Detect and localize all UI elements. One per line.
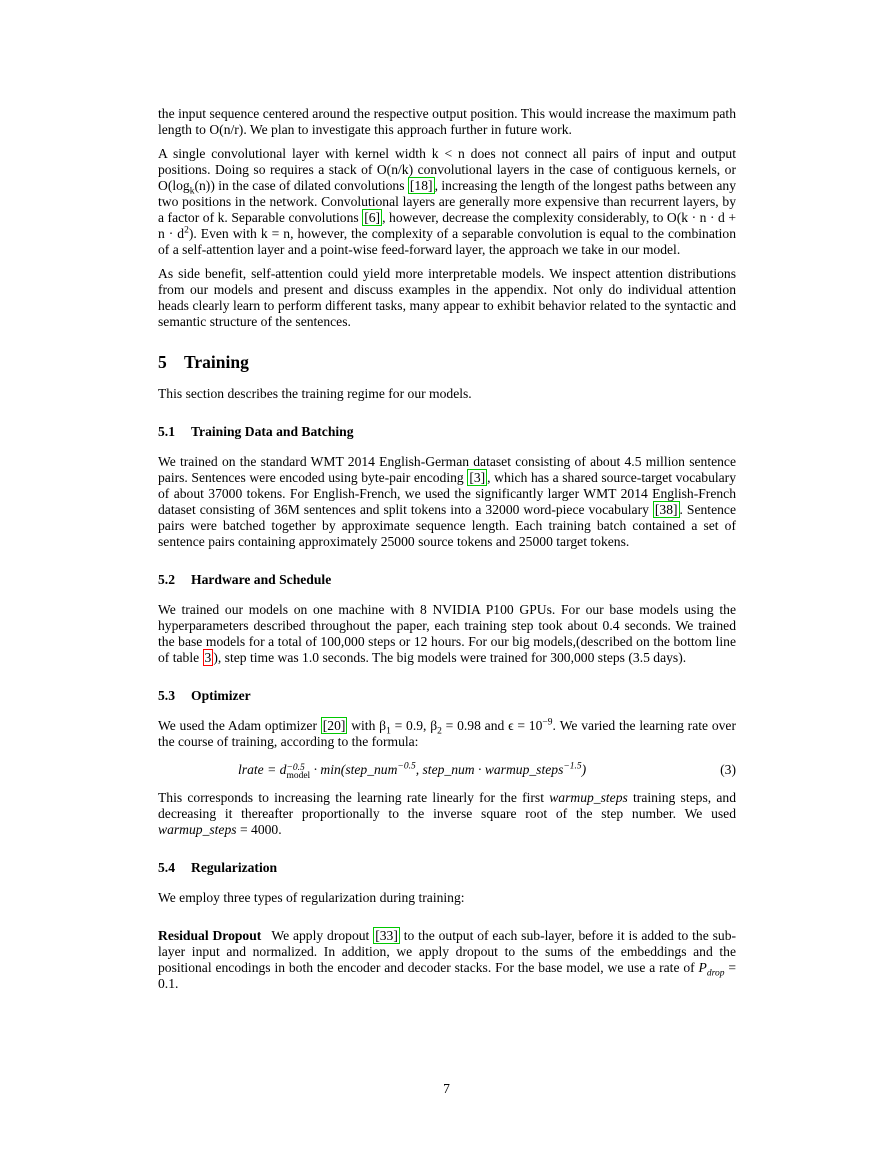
section-5-heading: 5 Training — [158, 352, 249, 372]
page-number: 7 — [443, 1081, 450, 1096]
citation-18[interactable]: [18] — [409, 178, 433, 193]
citation-6[interactable]: [6] — [364, 210, 381, 225]
paragraph-optimizer: We used the Adam optimizer [20] with $\beta_1 = 0.9$, $\beta_2 = 0.98$ and $\epsilon = 10^{-9}$. We varied the learning rate over the course of training, according to the formula: — [158, 717, 736, 749]
section-5-1-heading: 5.1 Training Data and Batching — [158, 424, 354, 439]
paragraph-residual-dropout: Residual Dropout We apply dropout [33] to the output of each sub-layer, before it is added to the sub-layer input and normalized. In addition, we apply dropout to the sums of the embeddings and the positional encodings in both the encoder and decoder stacks. For the base model, we use a rate of $P_{drop} = 0.1$. — [158, 928, 737, 991]
paragraph-warmup: This corresponds to increasing the learning rate linearly for the first warmup_steps training steps, and decreasing it thereafter proportionally to the inverse square root of the step number. We used warmup_steps = 4000. — [158, 790, 736, 837]
citation-3[interactable]: [3] — [469, 470, 486, 485]
table-3-reference[interactable]: 3 — [204, 650, 212, 665]
paragraph-intro-end: the input sequence centered around the respective output position. This would increase the maximum path length to O(n/r). We plan to investigate this approach further in future work. — [158, 106, 736, 137]
equation-number: (3) — [720, 762, 736, 777]
equation-learning-rate — [158, 758, 736, 782]
paragraph-training-data: We trained on the standard WMT 2014 English-German dataset consisting of about 4.5 million sentence pairs. Sentences were encoded using byte-pair encoding [3] , which has a shared source-target vocabulary of about 37000 tokens. For English-French, we used the significantly larger WMT 2014 English-French dataset consisting of 36M sentences and split tokens into a 32000 word-piece vocabulary [38] . Sentence pairs were batched together by approximate sequence length. Each training batch contained a set of sentence pairs containing approximately 25000 source tokens and 25000 target tokens. — [158, 454, 737, 549]
paper-page — [158, 106, 736, 992]
equation-body: lrate = d −0.5 model · min(step_num$^{-0.5}$, step_num · warmup_steps$^{-1.5}$) — [238, 761, 587, 781]
paragraph-convolution: A single convolutional layer with kernel width k < n does not connect all pairs of input and output positions. Doing so requires a stack of O(n/k) convolutional layers in the case of contiguous kernels, or $O(\log_k(n))$ in the case of dilated convolutions [18] , increasing the length of the longest paths between any two positions in the network. Convolutional layers are generally more expensive than recurrent layers, by a factor of k. Separable convolutions [6] , however, decrease the complexity considerably, to $O(k \cdot n \cdot d + n \cdot d^2)$. Even with k = n, however, the complexity of a separable convolution is equal to the combination of a self-attention layer and a point-wise feed-forward layer, the approach we take in our model. — [158, 146, 737, 257]
citation-33[interactable]: [33] — [375, 928, 398, 943]
section-5-2-heading: 5.2 Hardware and Schedule — [158, 572, 332, 587]
paragraph-regularization-intro: We employ three types of regularization during training: — [158, 890, 465, 905]
citation-20[interactable]: [20] — [322, 718, 346, 733]
citation-38[interactable]: [38] — [654, 502, 678, 517]
section-5-intro: This section describes the training regime for our models. — [158, 386, 472, 401]
section-5-4-heading: 5.4 Regularization — [158, 860, 278, 875]
paragraph-side-benefit: As side benefit, self-attention could yield more interpretable models. We inspect attention distributions from our models and present and discuss examples in the appendix. Not only do individual attention heads clearly learn to perform different tasks, many appear to exhibit behavior related to the syntactic and semantic structure of the sentences. — [158, 266, 736, 329]
paragraph-hardware: We trained our models on one machine with 8 NVIDIA P100 GPUs. For our base models using the hyperparameters described throughout the paper, each training step took about 0.4 seconds. We trained the base models for a total of 100,000 steps or 12 hours. For our big models,(described on the bottom line of table 3 ), step time was 1.0 seconds. The big models were trained for 300,000 steps (3.5 days). — [158, 602, 736, 665]
section-5-3-heading: 5.3 Optimizer — [158, 688, 251, 703]
